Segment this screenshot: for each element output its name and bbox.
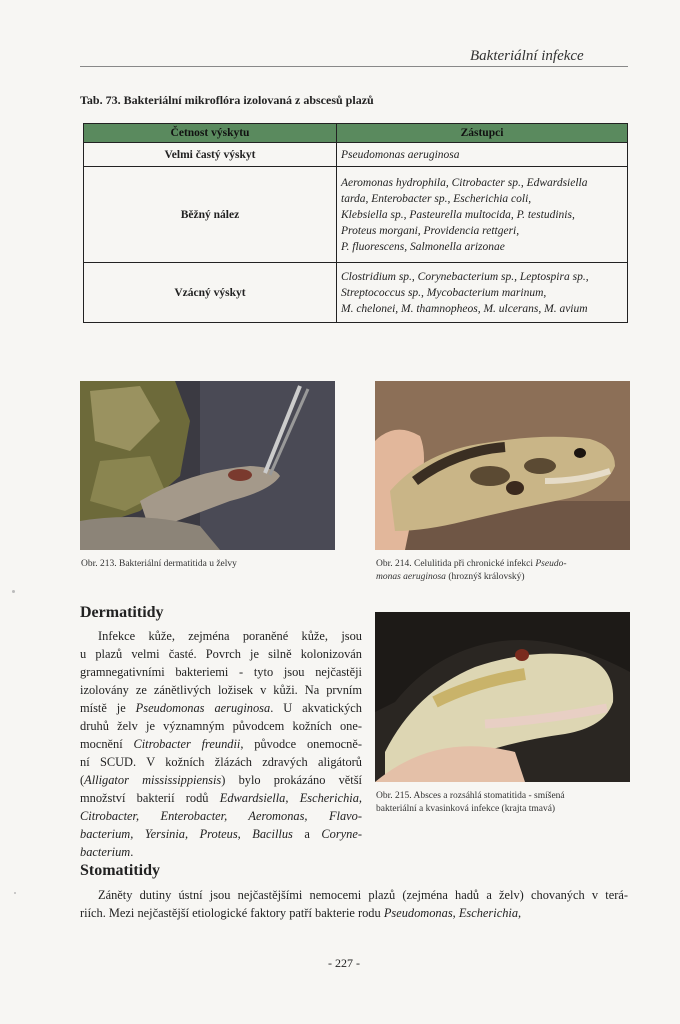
italic-text-segment: Citrobacter, Enterobacter, Aeromonas, Flavo- [80,809,362,823]
italic-text-segment: Edwardsiella, Escherichia, [219,791,363,805]
table-row [84,143,628,167]
scan-speck [14,892,16,894]
text-segment: . [130,845,134,859]
italic-text-segment: Citrobacter freundii [133,737,241,751]
representatives-line: Streptococcus sp., Mycobacterium marinum, [341,286,547,299]
italic-text-segment: bacterium, Yersinia, Proteus, Bacillus [80,827,293,841]
photo-python-stomatitis [375,612,630,782]
column-header-frequency: Četnost výskytu [84,124,337,143]
text-line [80,904,628,922]
representatives-line: Pseudomonas aeruginosa [341,148,460,161]
text-segment: Záněty dutiny ústní jsou nejčastějšími nemocemi plazů (zejména hadů a želv) chovaných v terá- [98,888,628,902]
table-row [84,263,628,323]
text-segment: a [292,827,322,841]
representatives-line: Clostridium sp., Corynebacterium sp., Leptospira sp., [341,270,589,283]
frequency-cell: Vzácný výskyt [84,263,337,323]
text-line [80,886,628,904]
caption-fig-214 [376,558,630,584]
photo-boa-cellulitis [375,381,630,550]
text-line [80,843,362,861]
text-line [80,789,362,807]
text-line [80,753,362,771]
text-line [80,663,362,681]
table-row [84,167,628,263]
text-segment: riích. Mezi nejčastější etiologické faktory patří bakterie rodu [80,906,384,920]
text-segment: druhů želv je významným původcem kožních one- [80,719,362,733]
text-line [80,645,362,663]
table-caption: Tab. 73. Bakteriální mikroflóra izolovaná z abscesů plazů [80,93,374,107]
stomatitis-paragraph [80,886,628,922]
caption-fig-213: Obr. 213. Bakteriální dermatitida u želvy [81,559,237,569]
text-segment: ) bylo prokázáno větší [221,773,362,787]
text-segment: mocnění [80,737,134,751]
dermatitis-paragraph [80,627,362,861]
caption-fig-215-line: Obr. 215. Absces a rozsáhlá stomatitida - smíšená [376,791,565,801]
scan-speck [12,590,15,593]
representatives-cell [337,263,628,323]
text-line [80,771,362,789]
text-line [80,717,362,735]
representatives-cell [337,167,628,263]
caption-fig-215-line: bakteriální a kvasinková infekce (krajta tmavá) [376,804,556,814]
text-segment: množství bakterií rodů [80,791,220,805]
section-title-stomatitis: Stomatitidy [80,862,160,879]
text-line [80,627,362,645]
frequency-cell: Běžný nález [84,167,337,263]
text-line [80,807,362,825]
representatives-line: Klebsiella sp., Pasteurella multocida, P. testudinis, [341,208,575,221]
representatives-cell [337,143,628,167]
text-segment: Infekce kůže, zejména poraněné kůže, jsou [98,629,362,643]
representatives-line: M. chelonei, M. thamnopheos, M. ulcerans, M. avium [341,302,588,315]
italic-text-segment: Pseudomonas, Escherichia, [383,906,522,920]
text-segment: , původce onemocně- [240,737,362,751]
text-segment: izolovány ze zánětlivých ložisek v kůži. Na prvním [80,683,362,697]
header-rule [80,66,628,67]
text-line [80,699,362,717]
caption-fig-215 [376,790,630,816]
representatives-line: P. fluorescens, Salmonella arizonae [341,240,505,253]
text-segment: u plazů velmi časté. Povrch je silně kolonizován [80,647,362,661]
representatives-line: tarda, Enterobacter sp., Escherichia coli, [341,192,532,205]
text-segment: místě je [80,701,136,715]
page-number: - 227 - [328,956,360,970]
section-title-dermatitis: Dermatitidy [80,604,164,621]
text-segment: gramnegativními bakteriemi - tyto jsou nejčastěji [80,665,362,679]
text-segment: ní SCUD. V kožních žlázách zdravých aligátorů [80,755,362,769]
text-line [80,825,362,843]
running-head: Bakteriální infekce [470,48,584,64]
italic-text-segment: Coryne- [321,827,362,841]
italic-text-segment: Pseudomonas aeruginosa [135,701,271,715]
caption-fig-214-text: Obr. 214. Celulitida při chronické infekci [376,559,533,569]
italic-text-segment: Alligator mississippiensis [84,773,222,787]
photo-turtle-dermatitis [80,381,335,550]
italic-text-segment: bacterium [80,845,131,859]
text-line [80,735,362,753]
text-line [80,681,362,699]
caption-fig-214-italic: monas aeruginosa [376,572,446,582]
representatives-line: Proteus morgani, Providencia rettgeri, [341,224,520,237]
text-segment: . U akvatických [270,701,362,715]
caption-fig-214-suffix: (hroznýš královský) [448,572,525,582]
text-segment: ( [80,773,85,787]
caption-fig-214-italic: Pseudo- [535,559,567,569]
frequency-cell: Velmi častý výskyt [84,143,337,167]
microflora-table [83,123,628,323]
column-header-representatives: Zástupci [337,124,628,143]
representatives-line: Aeromonas hydrophila, Citrobacter sp., Edwardsiella [341,176,588,189]
